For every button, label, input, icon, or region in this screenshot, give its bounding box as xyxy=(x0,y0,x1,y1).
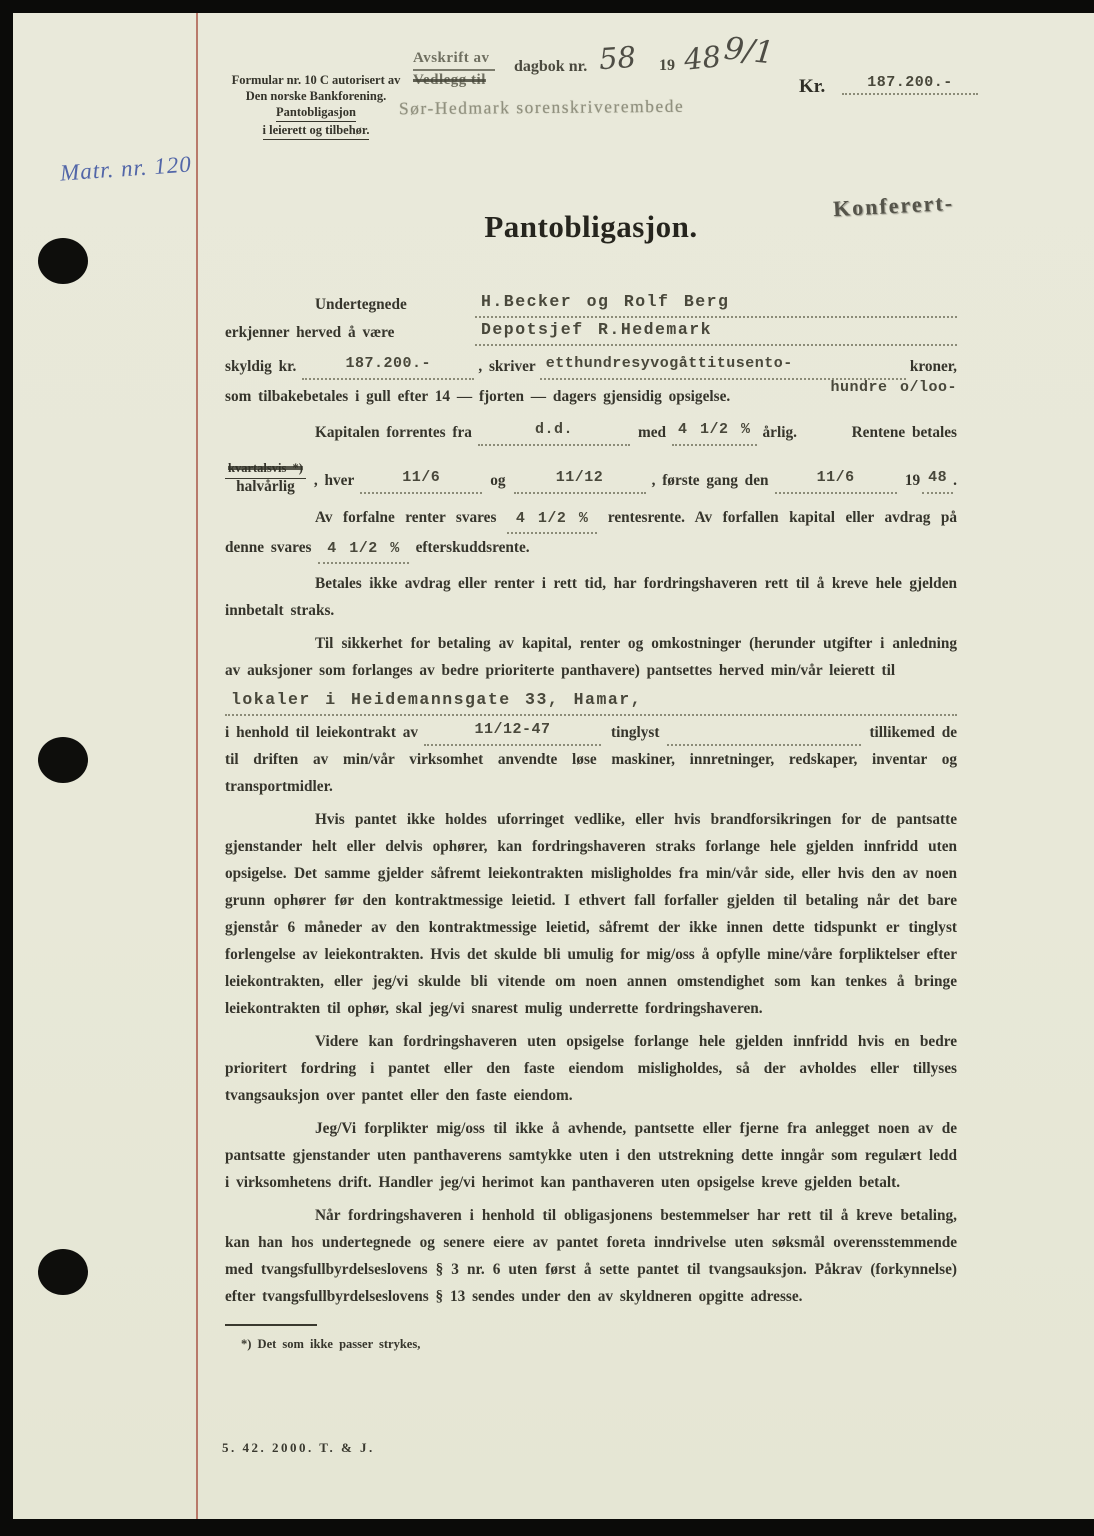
first-due-year-value: 48 xyxy=(922,464,953,494)
rentesrente-rate-1: 4 1/2 % xyxy=(515,510,589,527)
margin-rule-line xyxy=(196,13,198,1519)
undertegnede-row xyxy=(225,290,957,318)
period-label: . xyxy=(953,472,957,489)
interest-from-label: Kapitalen forrentes fra xyxy=(315,424,472,441)
repayment-text: som tilbakebetales i gull efter 14 — fjorten — dagers gjensidig opsigelse. xyxy=(225,388,731,405)
amount-in-words-value: etthundresyvogåttitusento- xyxy=(540,350,906,380)
document-title: Pantobligasjon. xyxy=(484,209,698,244)
year-printed: 19 xyxy=(659,57,675,74)
interest-row xyxy=(225,416,957,446)
punch-hole xyxy=(38,1249,88,1295)
repayment-row xyxy=(225,380,957,410)
punch-hole xyxy=(38,238,88,284)
pledge-object-value: lokaler i Heidemannsgate 33, Hamar, xyxy=(225,686,957,716)
copy-annotation-block xyxy=(413,49,495,90)
interest-rentene-label: Rentene betales xyxy=(851,424,957,441)
lease-label: i henhold til leiekontrakt av xyxy=(225,724,419,741)
rentesrente-label-3: efterskuddsrente. xyxy=(415,539,530,556)
year-handwritten: 48 xyxy=(682,39,723,77)
rentesrente-label-2: rentesrente. Av forfallen kapital eller avdrag på denne svares xyxy=(225,509,957,556)
undertegnede-label: Undertegnede xyxy=(315,296,407,313)
deed-body xyxy=(225,290,957,1358)
debtor-title-value: Depotsjef R.Hedemark xyxy=(475,316,957,346)
debtor-names-value: H.Becker og Rolf Berg xyxy=(475,288,957,318)
payment-terms-row xyxy=(225,448,957,494)
lease-contract-row xyxy=(225,716,957,746)
equipment-clause: til driften av min/vår virksomhet anvendte løse maskiner, innretninger, redskaper, inventar og transportmidler. xyxy=(225,751,957,795)
term-option-stack xyxy=(225,460,306,494)
footnote-text: *) Det som ikke passer strykes, xyxy=(241,1337,421,1351)
konferert-stamp: Konferert- xyxy=(832,189,955,222)
kr-amount-typed: 187.200.- xyxy=(842,74,978,95)
vedlegg-label-struck: Vedlegg til xyxy=(413,72,486,88)
print-code: 5. 42. 2000. T. & J. xyxy=(222,1440,375,1455)
further-default-clause: Videre kan fordringshaveren uten opsigelse forlange hele gjelden innfridd hvis en bedre prioritert fordring i pantet eller den faste eiendom misligholdes, så der avholdes eller tillyses tvangsauksjon over pantet eller den faste eiendom. xyxy=(225,1033,957,1104)
maintenance-clause: Hvis pantet ikke holdes uforringet vedlike, eller hvis brandforsikringen for de pantsatte gjenstander helt eller delvis ophører, kan fordringshaveren straks forlange hele gjelden innfridd uten opsigelse. Det samme gjelder såfremt leiekontrakten misligholdes fra min/vår side, eller hvis den av noen grunn ophører før den kontraktmessige leietid. I ethvert fall forfaller gjelden til betaling når det bare gjenstår 6 måneder av den kontraktmessige leietid, såfremt der ikke innen dette tidspunkt er tinglyst forlengelse av leiekontrakten. Hvis det skulde bli umulig for mig/oss å opfylle mine/våre forpliktelser efter leiekontrakten, eller jeg/vi skulde bli vitende om noen annen omstendighet som kan tenkes å bringe leiekontrakten til ophør, skal jeg/vi snarest mulig underrette fordringshaveren. xyxy=(225,811,957,1017)
form-issuer-line: Den norske Bankforening. xyxy=(245,89,387,103)
form-type-line: Pantobligasjon xyxy=(276,104,356,122)
form-authorization-note xyxy=(218,72,414,140)
footnote-block xyxy=(225,1324,957,1358)
form-number-line: Formular nr. 10 C autorisert av xyxy=(231,73,401,87)
first-due-date-value: 11/6 xyxy=(775,464,897,494)
hver-label: , hver xyxy=(313,472,355,489)
security-clause: Til sikkerhet for betaling av kapital, renter og omkostninger (herunder utgifter i anledning av auksjoner som forlanges av bedre prioriterte panthavere) pantsettes herved min/vår leierett til xyxy=(225,635,957,679)
punch-hole xyxy=(38,737,88,783)
interest-med-label: med xyxy=(637,424,666,441)
erkjenner-row xyxy=(225,318,957,346)
interest-aarlig-label: årlig. xyxy=(762,424,797,441)
rentesrente-label-1: Av forfalne renter svares xyxy=(315,509,497,526)
selected-option-halvaarlig: halvårlig xyxy=(236,478,295,495)
form-subtype-line: i leierett og tilbehør. xyxy=(263,122,370,140)
struck-option-kvartalsvis: kvartalsvis *) xyxy=(225,461,306,479)
matrikkel-margin-note: Matr. nr. 120 xyxy=(59,151,193,186)
dagbok-number-handwritten: 58 xyxy=(597,39,638,77)
lease-date-value: 11/12-47 xyxy=(424,716,601,746)
pledge-object-row xyxy=(225,686,957,716)
rentesrente-rate-2: 4 1/2 % xyxy=(327,540,400,557)
default-clause: Betales ikke avdrag eller renter i rett tid, har fordringshaveren rett til å kreve hele gjelden innbetalt straks. xyxy=(225,575,957,619)
termin2-value: 11/12 xyxy=(514,464,646,494)
forste-gang-label: , første gang den xyxy=(651,472,769,489)
year-19-label: 19 xyxy=(904,472,921,489)
amount-words-continuation: hundre o/loo- xyxy=(830,379,957,396)
compound-interest-clause xyxy=(225,504,957,564)
date-handwritten: 9/1 xyxy=(722,30,776,72)
dagbok-label: dagbok nr. xyxy=(514,58,588,75)
kr-label: Kr. xyxy=(799,76,826,97)
no-disposal-clause: Jeg/Vi forplikter mig/oss til ikke å avhende, pantsette eller fjerne fra anlegget noen av de pantsatte gjenstander uten panthaverens samtykke uten i den utstrekning dette inngår som regulært ledd i virksomhetens drift. Handler jeg/vi herimot kan panthaveren uten opsigelse kreve gjelden betalt. xyxy=(225,1120,957,1191)
kroner-label: kroner, xyxy=(909,358,957,375)
interest-rate-value: 4 1/2 % xyxy=(672,416,757,446)
office-stamp: Sør-Hedmark sorenskriverembede xyxy=(398,95,685,119)
termin1-value: 11/6 xyxy=(360,464,482,494)
skriver-label: , skriver xyxy=(478,358,536,375)
interest-start-value: d.d. xyxy=(478,416,630,446)
footnote-rule xyxy=(225,1324,317,1326)
avskrift-label: Avskrift av xyxy=(413,49,495,71)
tillikemed-label: tillikemed de xyxy=(869,724,957,741)
tinglyst-label: tinglyst xyxy=(611,724,660,741)
enforcement-clause: Når fordringshaveren i henhold til obligasjonens bestemmelser har rett til å kreve betaling, kan han hos undertegnede og senere eiere av pantet foreta inndrivelse uten søksmål overensstemmende med tvangsfullbyrdelseslovens § 3 nr. 6 uten først å sette pantet til tvangsauksjon. Påkrav (forkynnelse) efter tvangsfullbyrdelseslovens § 13 sendes under den av skyldneren opgitte adresse. xyxy=(225,1207,957,1305)
og-label: og xyxy=(490,472,506,489)
erkjenner-label: erkjenner herved å være xyxy=(225,324,395,341)
debt-amount-value: 187.200.- xyxy=(302,350,474,380)
skyldig-label: skyldig kr. xyxy=(225,358,297,375)
